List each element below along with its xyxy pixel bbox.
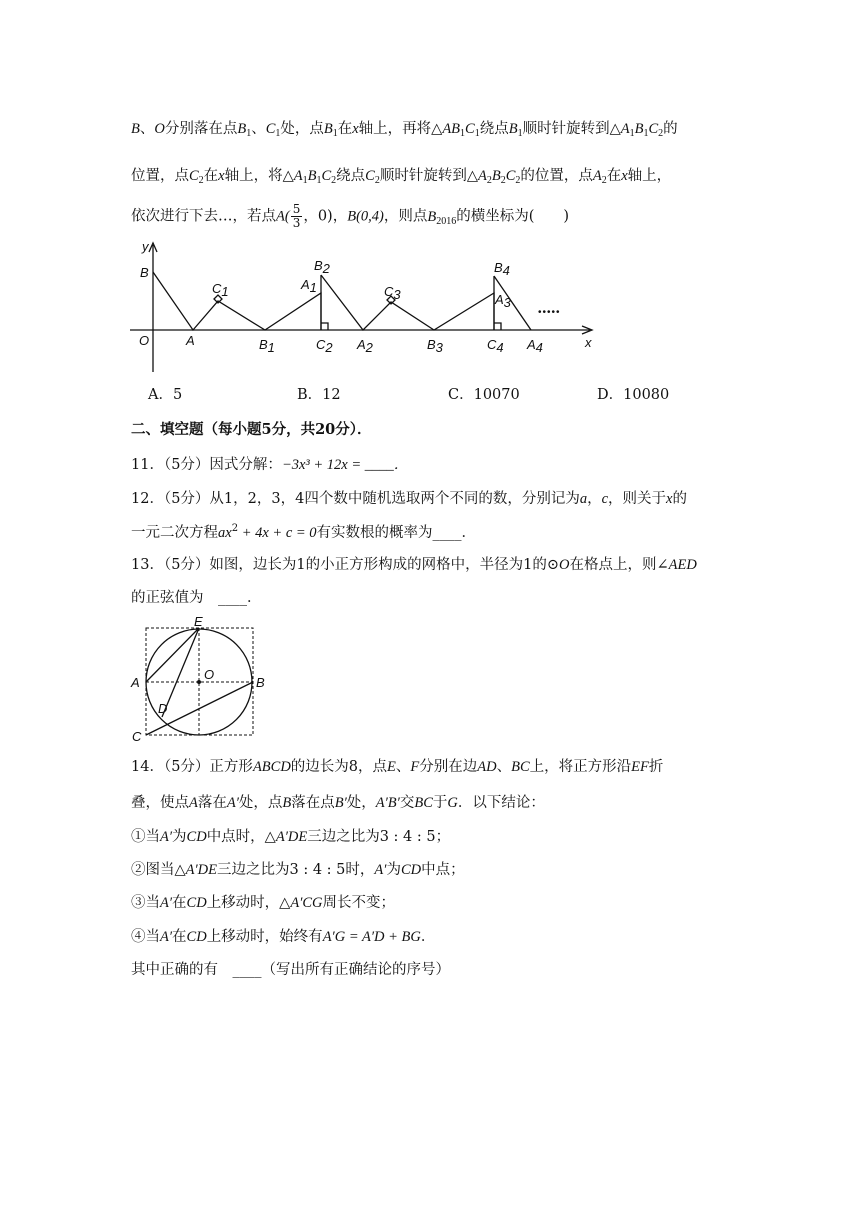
label-A4: A4 xyxy=(527,337,543,355)
q10-line-1: B、O分别落在点$B_1$、$C_1$处，点$B_1$在x轴上，再将$\triangle AB_1C_1$绕点$B_1$顺时针旋转到$\triangle A_1B_1C_2$的 xyxy=(131,121,678,139)
rotation-figure xyxy=(128,238,608,378)
option-c: C．10070 xyxy=(448,387,520,403)
label-O: O xyxy=(139,333,150,348)
q10-line-3: 依次进行下去…，若点A( $\frac{5}{3}$ ，0)，B(0,4)，则点$B_{2016}$的横坐标为( ) xyxy=(131,202,570,230)
q12-line-1: 12．（5分）从1，2，3，4四个数中随机选取两个不同的数，分别记为a，c，则关于x的 xyxy=(131,491,687,507)
ellipsis-dots: ••••• xyxy=(538,307,561,318)
label-C-circle: C xyxy=(132,729,142,742)
label-B2: B2 xyxy=(314,258,330,276)
q14-line-2: 叠，使点A落在A′处，点B落在点B′处，A′B′交BC于G．以下结论： xyxy=(131,795,545,811)
label-B4: B4 xyxy=(494,260,510,278)
label-A: A xyxy=(186,333,195,348)
label-A3: A3 xyxy=(495,292,511,310)
center-dot xyxy=(197,680,201,684)
q12-line-2: 一元二次方程$ax^2 + 4x + c = 0$有实数根的概率为____． xyxy=(131,523,477,541)
q14-conclusion-3: ③当A′在CD上移动时，△A′CG周长不变； xyxy=(131,895,396,911)
label-B3: B3 xyxy=(427,337,443,355)
label-x: x xyxy=(585,335,592,350)
label-C3: C3 xyxy=(384,284,401,302)
q10-line-2: 位置，点$C_2$在x轴上，将$\triangle A_1B_1C_2$绕点$C_2$顺时针旋转到$\triangle A_2B_2C_2$的位置，点$A_2$在x轴上， xyxy=(131,168,672,186)
label-B-circle: B xyxy=(256,675,265,690)
label-B: B xyxy=(140,265,149,280)
circle-grid-figure xyxy=(128,617,268,742)
label-C1: C1 xyxy=(212,281,229,299)
label-O2: O xyxy=(204,667,215,682)
option-b: B．12 xyxy=(297,387,341,403)
option-a: A．5 xyxy=(148,387,183,403)
label-y: y xyxy=(142,239,149,254)
q14-conclusion-2: ②图当△A′DE三边之比为3 : 4 : 5时，A′为CD中点； xyxy=(131,862,465,878)
label-A1: A1 xyxy=(301,277,317,295)
label-D: D xyxy=(158,701,168,716)
q14-line-1: 14．（5分）正方形ABCD的边长为8，点E、F分别在边AD、BC上，将正方形沿EF折 xyxy=(131,759,664,775)
fraction-5-3: $\frac{5}{3}$ xyxy=(292,202,301,230)
label-A2: A2 xyxy=(357,337,373,355)
label-B1: B1 xyxy=(259,337,275,355)
option-d: D．10080 xyxy=(597,387,670,403)
section-2-heading: 二、填空题（每小题5分，共20分）． xyxy=(131,421,372,438)
q11: 11．（5分）因式分解：−3x³ + 12x = ____． xyxy=(131,457,409,473)
triangle-path xyxy=(153,272,321,330)
label-A2-circle: A xyxy=(131,675,140,690)
label-C2: C2 xyxy=(316,337,333,355)
q13-line-1: 13．（5分）如图，边长为1的小正方形构成的网格中，半径为1的⊙O在格点上，则∠AED xyxy=(131,557,697,573)
q13-line-2: 的正弦值为 ____． xyxy=(131,590,262,606)
label-E: E xyxy=(194,617,203,629)
q14-final: 其中正确的有 ____（写出所有正确结论的序号） xyxy=(131,962,450,978)
q14-conclusion-1: ①当A′为CD中点时，△A′DE三边之比为3 : 4 : 5； xyxy=(131,829,451,845)
label-C4: C4 xyxy=(487,337,504,355)
q14-conclusion-4: ④当A′在CD上移动时，始终有A′G = A′D + BG． xyxy=(131,929,436,945)
